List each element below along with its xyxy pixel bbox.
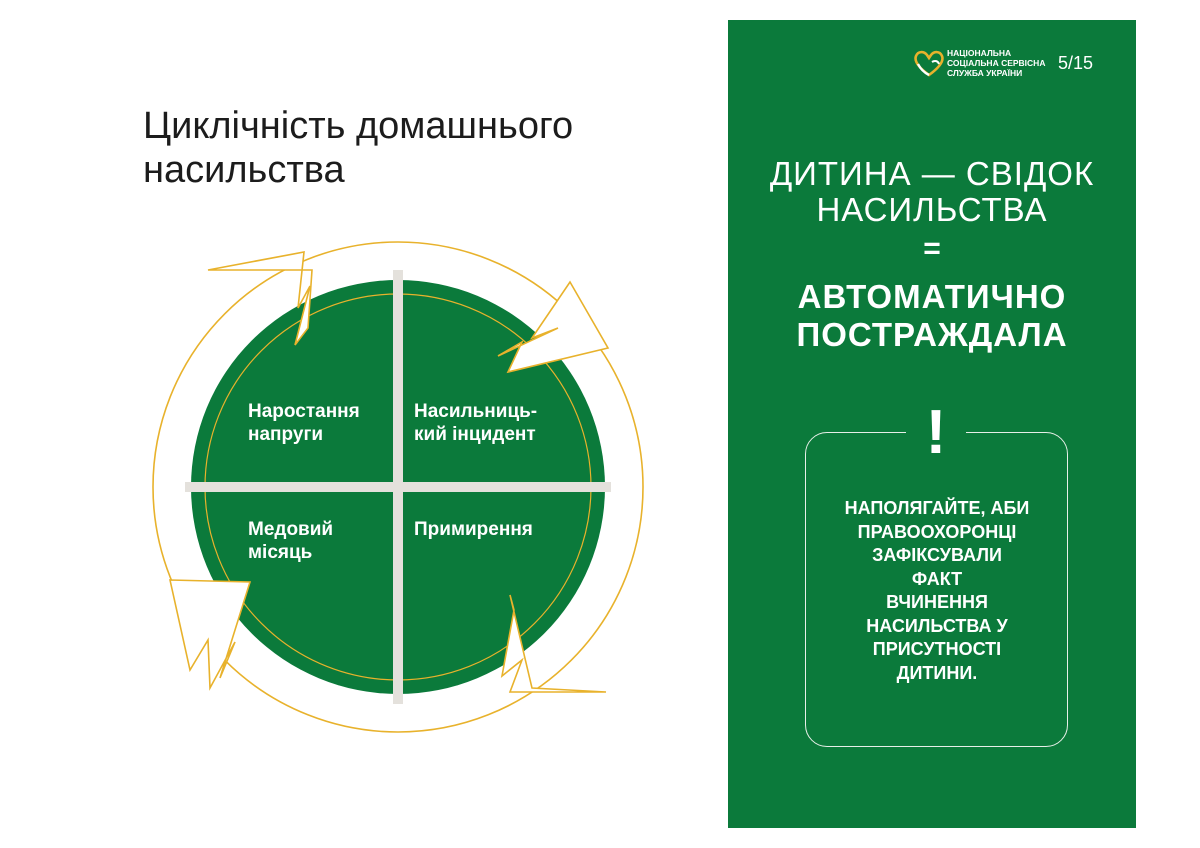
- phase-reconciliation: [414, 518, 574, 541]
- phase-line: Медовий: [248, 519, 334, 540]
- title-line: насильства: [143, 149, 345, 191]
- phase-line: Примирення: [414, 519, 533, 540]
- org-name: [947, 48, 1067, 78]
- notice-text: [808, 497, 1066, 685]
- phase-line: Насильниць-: [414, 401, 538, 422]
- headline-line: ДИТИНА — СВІДОК: [769, 155, 1095, 192]
- emphasis-line: АВТОМАТИЧНО: [797, 278, 1067, 315]
- phase-violent-incident: [414, 400, 584, 446]
- headline: [728, 156, 1136, 228]
- heart-hands-logo-icon: [912, 48, 946, 78]
- phase-line: напруги: [248, 424, 324, 445]
- notice-line: ВЧИНЕННЯ: [886, 592, 988, 612]
- cycle-graphic: [130, 230, 650, 750]
- emphasis-text: [728, 278, 1136, 354]
- phase-honeymoon: [248, 518, 408, 564]
- emphasis-line: ПОСТРАЖДАЛА: [796, 316, 1068, 353]
- notice-line: ПРАВООХОРОНЦІ: [857, 521, 1017, 542]
- title-line: Циклічність домашнього: [143, 105, 574, 147]
- violence-cycle-diagram: [130, 230, 650, 750]
- notice-line: ДИТИНИ.: [896, 662, 978, 683]
- phase-line: Наростання: [248, 401, 360, 422]
- notice-line: ФАКТ: [911, 568, 963, 589]
- exclamation-icon: !: [925, 398, 947, 467]
- notice-line: НАСИЛЬСТВА У: [866, 615, 1008, 636]
- phase-line: кий інцидент: [414, 424, 536, 445]
- notice-line: ЗАФІКСУВАЛИ: [872, 545, 1002, 565]
- phase-line: місяць: [248, 542, 313, 563]
- org-line: СЛУЖБА УКРАЇНИ: [947, 68, 1023, 78]
- info-panel: [728, 20, 1136, 828]
- horizontal-divider: [185, 482, 611, 492]
- org-line: НАЦІОНАЛЬНА: [947, 48, 1012, 58]
- slide-title: [143, 104, 703, 192]
- notice-line: НАПОЛЯГАЙТЕ, АБИ: [844, 498, 1030, 518]
- phase-tension-building: [248, 400, 408, 446]
- page-number: 5/15: [1058, 53, 1094, 73]
- org-line: СОЦІАЛЬНА СЕРВІСНА: [947, 58, 1046, 68]
- notice-line: ПРИСУТНОСТІ: [872, 639, 1002, 659]
- headline-line: НАСИЛЬСТВА: [816, 191, 1048, 228]
- equals-sign: =: [923, 232, 941, 265]
